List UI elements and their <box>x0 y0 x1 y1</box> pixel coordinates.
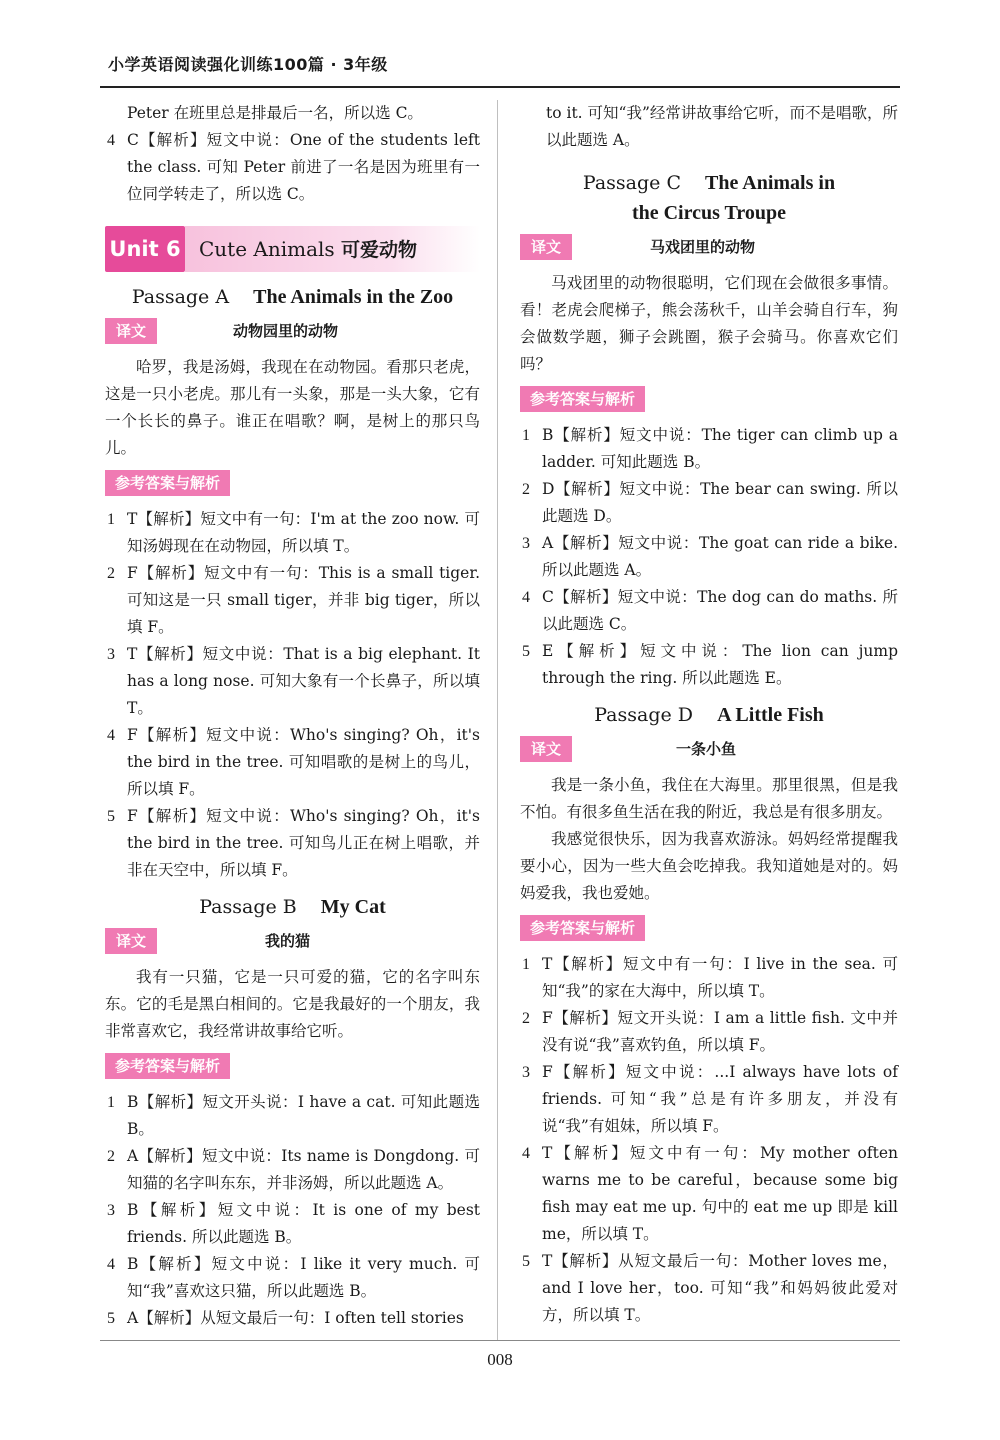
left-column <box>105 100 480 1332</box>
passage-b-title <box>105 892 480 922</box>
item-number: 3 <box>522 535 530 552</box>
item-text: T【解析】短文中有一句：My mother often warns me to be careful，because some big fish may eat me up. 句中的 eat me up 即是 kill me，所以填 T。 <box>542 1144 898 1243</box>
item-number: 3 <box>107 646 115 663</box>
item-number: 2 <box>522 481 530 498</box>
answers-pill: 参考答案与解析 <box>520 386 645 412</box>
passage-a-title <box>105 282 480 312</box>
item-number: 4 <box>107 727 115 744</box>
answers-header <box>105 1053 480 1081</box>
item-text: B【解析】短文中说：The tiger can climb up a ladder. 可知此题选 B。 <box>542 426 898 471</box>
translation-title: 一条小鱼 <box>676 740 737 758</box>
answers-header <box>105 470 480 498</box>
item-text: C【解析】短文中说：The dog can do maths. 所以此题选 C。 <box>542 588 898 633</box>
page-number: 008 <box>487 1350 513 1369</box>
item-number: 2 <box>107 1148 115 1165</box>
list-item <box>520 422 898 476</box>
list-item <box>520 951 898 1005</box>
item-text: A【解析】从短文最后一句：I often tell stories <box>127 1309 464 1327</box>
item-text: F【解析】短文中说：Who's singing? Oh，it's the bird in the tree. 可知唱歌的是树上的鸟儿，所以填 F。 <box>127 726 480 798</box>
item-text: E【解析】短文中说：The lion can jump through the ring. 所以此题选 E。 <box>542 642 898 687</box>
continuation-text: Peter 在班里总是排最后一名，所以选 C。 <box>127 104 423 122</box>
list-item <box>520 1248 898 1329</box>
item-number: 1 <box>522 427 530 444</box>
passage-label: Passage D <box>594 704 694 726</box>
list-item <box>520 638 898 692</box>
translation-pill: 译文 <box>520 234 572 260</box>
translation-pill: 译文 <box>105 318 157 344</box>
list-item <box>105 560 480 641</box>
passage-d-title <box>520 700 898 730</box>
item-text: F【解析】短文中有一句：This is a small tiger. 可知这是一只 small tiger，并非 big tiger，所以填 F。 <box>127 564 480 636</box>
item-number: 3 <box>522 1064 530 1081</box>
unit-title <box>185 226 480 272</box>
list-item <box>520 530 898 584</box>
list-item <box>105 641 480 722</box>
answers-pill: 参考答案与解析 <box>105 1053 230 1079</box>
list-item <box>105 1089 480 1143</box>
list-item <box>105 506 480 560</box>
list-item <box>105 803 480 884</box>
item-text: F【解析】短文中说：Who's singing? Oh，it's the bird in the tree. 可知鸟儿正在树上唱歌，并非在天空中，所以填 F。 <box>127 807 480 879</box>
list-item <box>105 1197 480 1251</box>
translation-title: 马戏团里的动物 <box>650 238 756 256</box>
translation-pill: 译文 <box>105 928 157 954</box>
answers-pill: 参考答案与解析 <box>105 470 230 496</box>
passage-name: My Cat <box>320 896 386 918</box>
item-number: 4 <box>522 589 530 606</box>
item-text: B【解析】短文开头说：I have a cat. 可知此题选 B。 <box>127 1093 480 1138</box>
translation-header <box>105 928 480 958</box>
item-number: 4 <box>107 132 115 149</box>
item-number: 1 <box>107 511 115 528</box>
item-text: T【解析】从短文最后一句：Mother loves me，and I love her，too. 可知“我”和妈妈彼此爱对方，所以填 T。 <box>542 1252 898 1324</box>
translation-text: 马戏团里的动物很聪明，它们现在会做很多事情。看！老虎会爬梯子，熊会荡秋千，山羊会骑自行车，狗会做数学题，狮子会跳圈，猴子会骑马。你喜欢它们吗？ <box>520 274 898 373</box>
item-text: A【解析】短文中说：The goat can ride a bike. 所以此题选 A。 <box>542 534 898 579</box>
answers-pill: 参考答案与解析 <box>520 915 645 941</box>
translation-text: 我感觉很快乐，因为我喜欢游泳。妈妈经常提醒我要小心，因为一些大鱼会吃掉我。我知道她是对的。妈妈爱我，我也爱她。 <box>520 830 898 902</box>
list-item <box>105 1143 480 1197</box>
translation-header <box>520 736 898 766</box>
list-item <box>105 1305 480 1332</box>
column-divider <box>497 100 498 1340</box>
item-text: T【解析】短文中说：That is a big elephant. It has a long nose. 可知大象有一个长鼻子，所以填 T。 <box>127 645 480 717</box>
translation-header <box>520 234 898 264</box>
item-number: 4 <box>107 1256 115 1273</box>
item-number: 5 <box>107 808 115 825</box>
item-text: B【解析】短文中说：It is one of my best friends. 所以此题选 B。 <box>127 1201 480 1246</box>
header-rule <box>100 86 900 88</box>
item-number: 1 <box>522 956 530 973</box>
item-text: A【解析】短文中说：Its name is Dongdong. 可知猫的名字叫东东，并非汤姆，所以此题选 A。 <box>127 1147 480 1192</box>
list-item <box>520 584 898 638</box>
list-item <box>520 1140 898 1248</box>
translation-text: 哈罗，我是汤姆，我现在在动物园。看那只老虎，这是一只小老虎。那儿有一头象，那是一头大象，它有一个长长的鼻子。谁正在唱歌？啊，是树上的那只鸟儿。 <box>105 358 480 457</box>
item-number: 5 <box>522 1253 530 1270</box>
item-text: B【解析】短文中说：I like it very much. 可知“我”喜欢这只猫，所以此题选 B。 <box>127 1255 480 1300</box>
unit-title-cn: 可爱动物 <box>341 239 418 261</box>
passage-c-title <box>520 168 898 228</box>
passage-label: Passage B <box>199 896 297 918</box>
passage-label: Passage C <box>582 172 681 194</box>
unit-title-en: Cute Animals <box>199 237 335 261</box>
passage-name: A Little Fish <box>717 704 824 726</box>
page-header: 小学英语阅读强化训练100篇 · 3年级 <box>108 55 388 74</box>
translation-title: 我的猫 <box>265 932 311 950</box>
item-number: 2 <box>107 565 115 582</box>
list-item <box>520 1005 898 1059</box>
passage-name: The Animals in the Zoo <box>253 286 454 308</box>
passage-name-line1: The Animals in <box>705 172 836 194</box>
item-text: F【解析】短文中说：...I always have lots of friends. 可知“我”总是有许多朋友，并没有说“我”有姐妹，所以填 F。 <box>542 1063 898 1135</box>
passage-label: Passage A <box>131 286 230 308</box>
translation-text: 我有一只猫，它是一只可爱的猫，它的名字叫东东。它的毛是黑白相间的。它是我最好的一个朋友，我非常喜欢它，我经常讲故事给它听。 <box>105 968 480 1040</box>
item-text: F【解析】短文开头说：I am a little fish. 文中并没有说“我”喜欢钓鱼，所以填 F。 <box>542 1009 898 1054</box>
footer-rule <box>100 1340 900 1341</box>
item-text: T【解析】短文中有一句：I live in the sea. 可知“我”的家在大海中，所以填 T。 <box>542 955 898 1000</box>
item-number: 3 <box>107 1202 115 1219</box>
translation-title: 动物园里的动物 <box>233 322 339 340</box>
list-item <box>520 1059 898 1140</box>
continuation-text: to it. 可知“我”经常讲故事给它听，而不是唱歌，所以此题选 A。 <box>546 104 898 149</box>
item-text: T【解析】短文中有一句：I'm at the zoo now. 可知汤姆现在在动物园，所以填 T。 <box>127 510 480 555</box>
item-number: 4 <box>522 1145 530 1162</box>
translation-pill: 译文 <box>520 736 572 762</box>
right-column <box>520 100 898 1329</box>
item-text: C【解析】短文中说：One of the students left the class. 可知 Peter 前进了一名是因为班里有一位同学转走了，所以选 C。 <box>127 131 480 203</box>
list-item <box>105 1251 480 1305</box>
item-number: 5 <box>522 643 530 660</box>
item-text: D【解析】短文中说：The bear can swing. 所以此题选 D。 <box>542 480 898 525</box>
translation-text: 我是一条小鱼，我住在大海里。那里很黑，但是我不怕。有很多鱼生活在我的附近，我总是有很多朋友。 <box>520 776 898 821</box>
passage-name-line2: the Circus Troupe <box>631 202 787 224</box>
answers-header <box>520 915 898 943</box>
list-item <box>105 722 480 803</box>
translation-header <box>105 318 480 348</box>
answers-header <box>520 386 898 414</box>
list-item <box>520 476 898 530</box>
item-number: 2 <box>522 1010 530 1027</box>
item-number: 1 <box>107 1094 115 1111</box>
item-number: 5 <box>107 1310 115 1327</box>
list-item <box>105 127 480 208</box>
unit-banner <box>105 226 480 274</box>
unit-label: Unit 6 <box>105 226 185 272</box>
